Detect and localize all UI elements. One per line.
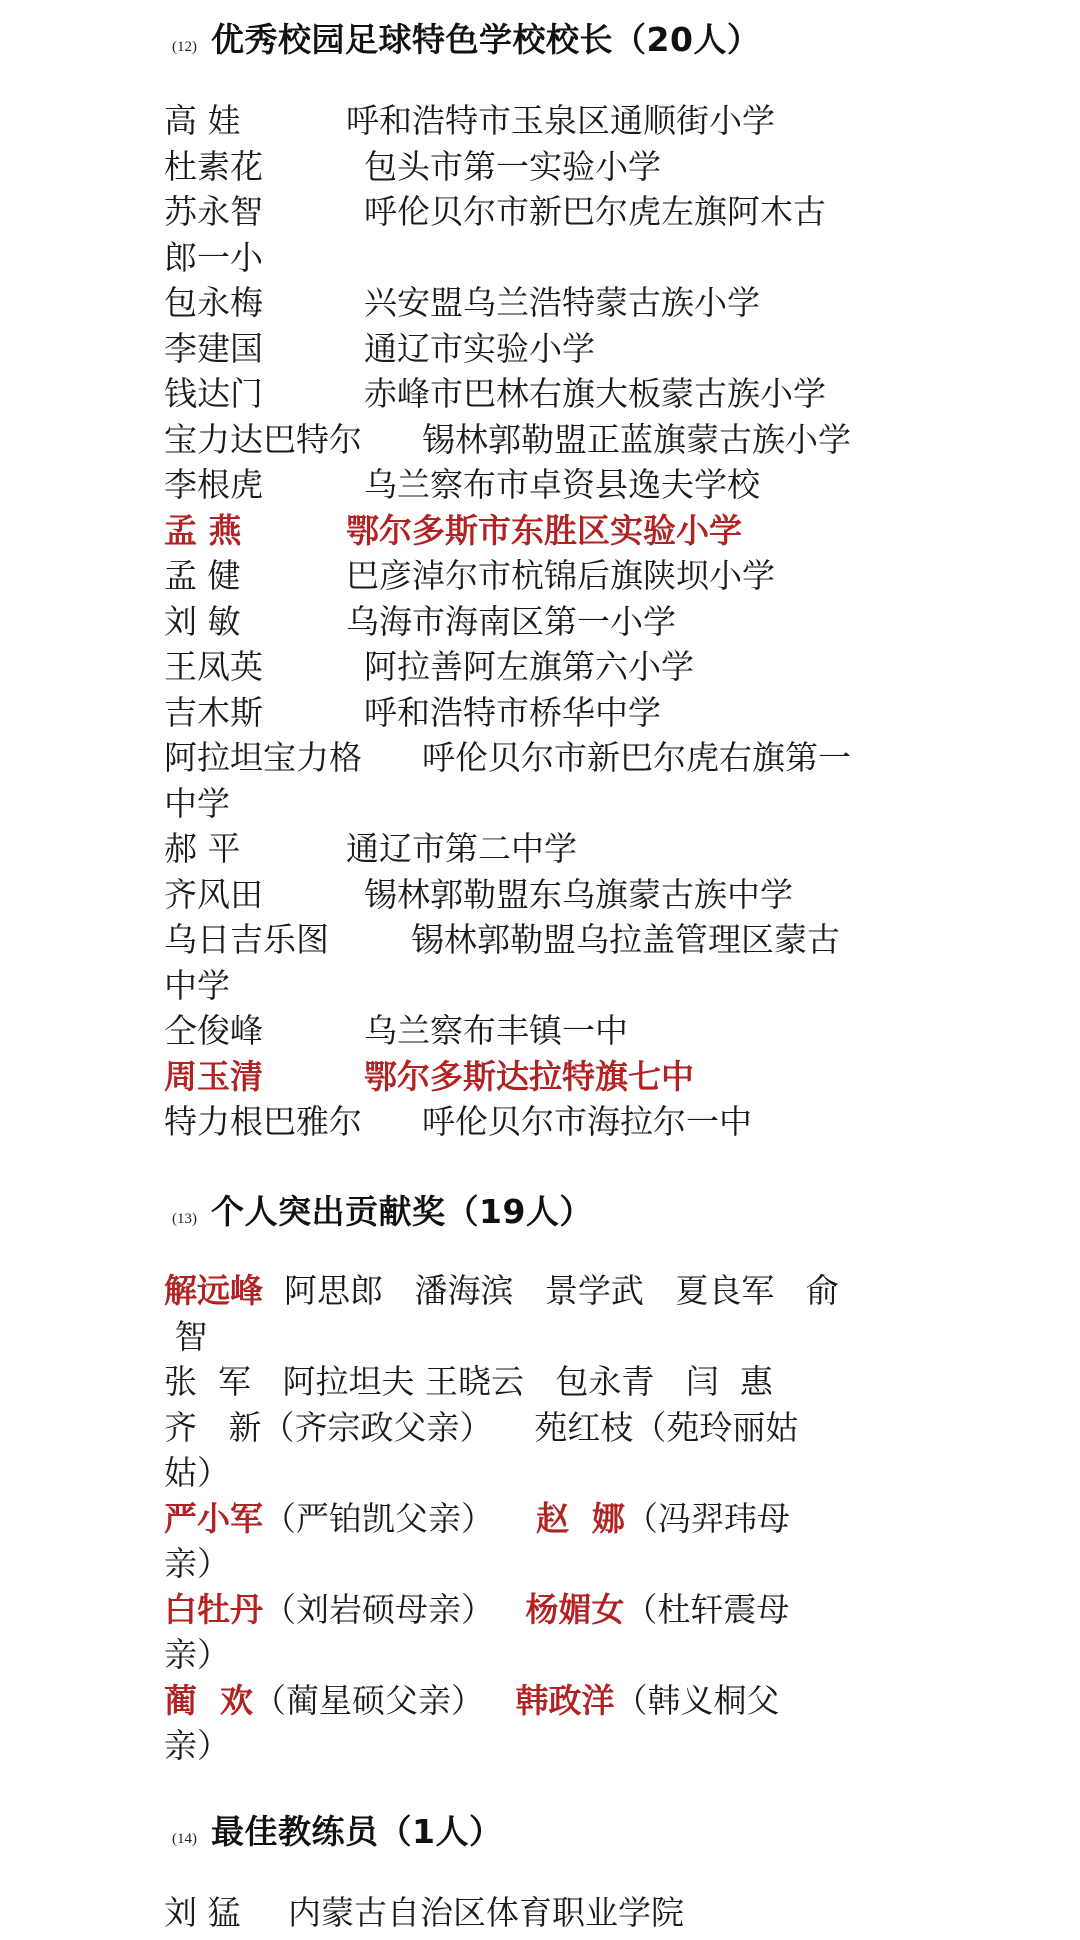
school-name: 锡林郭勒盟东乌旗蒙古族中学 — [364, 874, 793, 914]
section-number: (12) — [172, 39, 197, 55]
highlighted-recipient: 赵 娜 — [535, 1498, 625, 1538]
section-title: 最佳教练员（1人） — [211, 1812, 503, 1851]
recipient-text: 张 军 阿拉坦夫 王晓云 包永青 闫 惠 — [164, 1362, 773, 1401]
school-name: 巴彦淖尔市杭锦后旗陕坝小学 — [346, 556, 775, 595]
recipient-text: 齐 新（齐宗政父亲） 苑红枝（苑玲丽姑 — [164, 1407, 799, 1447]
recipient-name: 孟 燕 — [164, 510, 242, 550]
school-name: 呼和浩特市桥华中学 — [364, 692, 661, 732]
highlighted-recipient: 蔺 欢 — [164, 1680, 253, 1720]
recipient-name: 钱达门 — [164, 374, 263, 413]
school-name: 呼伦贝尔市海拉尔一中 — [422, 1102, 752, 1141]
award-row — [164, 872, 793, 917]
award-row — [164, 553, 775, 598]
section-heading-13 — [172, 1186, 593, 1233]
award-line — [164, 1678, 779, 1723]
school-name: 鄂尔多斯达拉特旗七中 — [364, 1056, 694, 1096]
award-row — [164, 826, 577, 871]
recipient-text: （杜轩震母 — [624, 1589, 790, 1629]
section-title: 个人突出贡献奖（19人） — [211, 1192, 593, 1231]
school-name: 通辽市第二中学 — [346, 829, 577, 868]
school-name: 阿拉善阿左旗第六小学 — [364, 647, 694, 686]
recipient-name: 王凤英 — [164, 647, 263, 686]
school-name: 兴安盟乌兰浩特蒙古族小学 — [364, 283, 760, 322]
section-title: 优秀校园足球特色学校校长（20人） — [211, 20, 761, 59]
recipient-text: 亲） — [164, 1726, 230, 1765]
recipient-name: 阿拉坦宝力格 — [164, 738, 362, 777]
recipient-text: （蔺星硕父亲） — [252, 1680, 516, 1720]
school-name: 乌海市海南区第一小学 — [346, 601, 676, 641]
award-row — [164, 371, 826, 416]
recipient-name: 苏永智 — [164, 192, 263, 231]
school-name: 鄂尔多斯市东胜区实验小学 — [346, 510, 742, 550]
school-name: 通辽市实验小学 — [364, 328, 595, 368]
recipient-text: （冯羿玮母 — [624, 1498, 790, 1538]
school-name: 呼伦贝尔市新巴尔虎右旗第一 — [422, 738, 851, 777]
award-line — [164, 1405, 798, 1450]
award-row — [164, 1890, 684, 1935]
school-name: 呼和浩特市玉泉区通顺街小学 — [346, 101, 775, 140]
award-line — [164, 1723, 230, 1768]
award-row — [164, 144, 661, 189]
recipient-name: 郝 平 — [164, 829, 241, 868]
award-row — [164, 508, 742, 553]
recipient-text: 亲） — [164, 1544, 230, 1583]
award-row — [164, 189, 826, 234]
award-row — [164, 1008, 628, 1053]
recipient-text: （刘岩硕母亲） — [263, 1589, 526, 1629]
recipient-name: 吉木斯 — [164, 692, 263, 732]
section-heading-14 — [172, 1806, 502, 1853]
award-row — [164, 280, 760, 325]
section-heading-12 — [172, 14, 760, 61]
highlighted-recipient: 韩政洋 — [515, 1680, 615, 1720]
recipient-text: 智 — [164, 1316, 208, 1356]
award-line — [164, 1268, 839, 1313]
school-name: 包头市第一实验小学 — [364, 146, 661, 186]
recipient-name: 杜素花 — [164, 146, 263, 186]
recipient-name: 李建国 — [164, 328, 263, 368]
recipient-name: 刘 敏 — [164, 601, 241, 641]
school-name: 乌兰察布市卓资县逸夫学校 — [364, 465, 760, 504]
school-name: 锡林郭勒盟正蓝旗蒙古族小学 — [422, 419, 851, 459]
award-line — [164, 1359, 773, 1404]
recipient-name: 刘 猛 — [164, 1893, 241, 1932]
recipient-name: 高 娃 — [164, 101, 241, 140]
recipient-text: （韩义桐父 — [614, 1680, 780, 1720]
highlighted-recipient: 杨媚女 — [525, 1589, 625, 1629]
recipient-text: （严铂凯父亲） — [263, 1498, 536, 1538]
award-row — [164, 462, 760, 507]
award-line — [164, 1541, 230, 1586]
recipient-name: 包永梅 — [164, 283, 263, 322]
highlighted-recipient: 解远峰 — [164, 1271, 263, 1310]
award-line — [164, 1496, 790, 1541]
award-row — [164, 326, 595, 371]
recipient-name: 特力根巴雅尔 — [164, 1102, 362, 1141]
school-name-continued: 中学 — [164, 965, 230, 1005]
award-row — [164, 1054, 694, 1099]
recipient-text: 姑） — [164, 1453, 230, 1492]
recipient-name: 乌日吉乐图 — [164, 920, 329, 959]
award-row — [164, 690, 661, 735]
award-row — [164, 735, 851, 780]
school-name: 锡林郭勒盟乌拉盖管理区蒙古 — [411, 920, 840, 959]
award-row — [164, 417, 851, 462]
school-name-continued: 郎一小 — [164, 237, 263, 277]
recipient-name: 孟 健 — [164, 556, 241, 595]
award-row — [164, 599, 676, 644]
school-name: 乌兰察布丰镇一中 — [364, 1011, 628, 1050]
highlighted-recipient: 严小军 — [164, 1498, 263, 1538]
school-name: 赤峰市巴林右旗大板蒙古族小学 — [364, 374, 826, 413]
section-number: (13) — [172, 1211, 197, 1227]
award-row — [164, 644, 694, 689]
recipient-name: 宝力达巴特尔 — [164, 419, 362, 459]
recipient-text: 亲） — [164, 1635, 230, 1674]
recipient-text: 阿思郎 潘海滨 景学武 夏良军 俞 — [263, 1271, 839, 1310]
award-line — [164, 1314, 208, 1359]
recipient-name: 周玉清 — [164, 1056, 263, 1096]
award-row — [164, 98, 775, 143]
school-name: 呼伦贝尔市新巴尔虎左旗阿木古 — [364, 192, 826, 231]
recipient-name: 仝俊峰 — [164, 1011, 263, 1050]
section-number: (14) — [172, 1831, 197, 1847]
award-line — [164, 1450, 230, 1495]
award-line — [164, 1587, 789, 1632]
school-name-continued: 中学 — [164, 783, 230, 823]
school-name: 内蒙古自治区体育职业学院 — [288, 1893, 684, 1932]
award-line — [164, 1632, 230, 1677]
recipient-name: 齐风田 — [164, 874, 263, 914]
award-row — [164, 1099, 752, 1144]
recipient-name: 李根虎 — [164, 465, 263, 504]
highlighted-recipient: 白牡丹 — [164, 1589, 263, 1629]
award-row — [164, 917, 840, 962]
